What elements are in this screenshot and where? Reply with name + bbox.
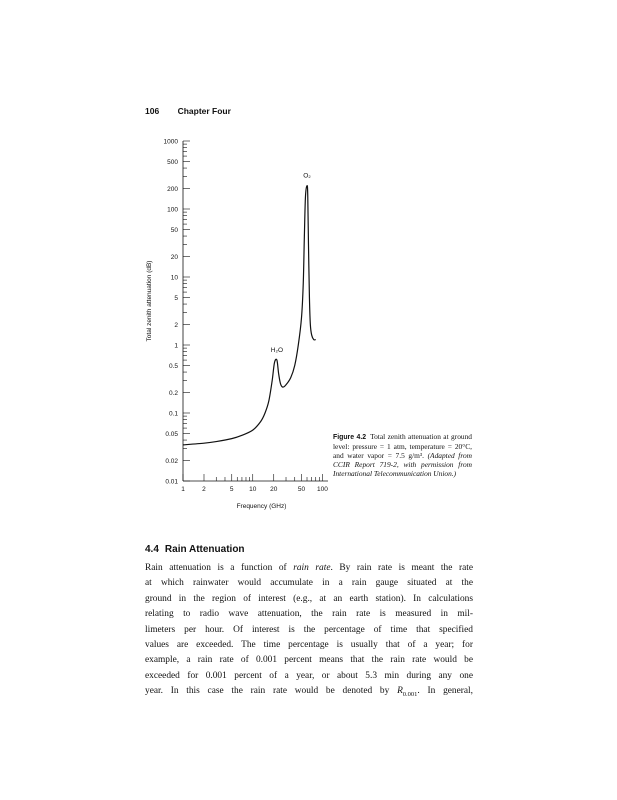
text-run: example, a rain rate of 0.001 percent means that the rain rate would be — [145, 655, 473, 666]
y-tick-label: 2 — [174, 321, 178, 329]
text-run: Rain attenuation is a function of — [145, 563, 294, 573]
y-tick-label: 0.02 — [165, 457, 178, 465]
y-tick-label: 1000 — [163, 138, 178, 146]
y-tick-label: 50 — [170, 226, 178, 234]
y-tick-label: 0.05 — [165, 430, 178, 438]
attenuation-curve — [183, 186, 316, 445]
text-run: at which rainwater would accumulate in a rain gauge situated at the — [145, 578, 473, 589]
body-line — [145, 592, 473, 607]
emphasis-text: R — [397, 686, 403, 697]
section-number: 4.4 — [145, 544, 159, 555]
y-tick-label: 20 — [170, 253, 178, 261]
y-tick-label: 5 — [174, 294, 178, 302]
body-line — [145, 561, 473, 576]
x-tick-label: 1 — [181, 486, 185, 493]
subscript: 0.001 — [402, 691, 418, 699]
emphasis-text: rain rate — [293, 563, 331, 573]
section-heading — [145, 544, 245, 555]
y-tick-label: 0.1 — [168, 410, 178, 418]
x-tick-label: 50 — [297, 486, 306, 493]
y-tick-label: 10 — [170, 274, 178, 282]
text-run: . By rain rate is meant the rate — [330, 563, 473, 573]
text-run: . In general, — [417, 686, 473, 697]
body-line — [145, 576, 473, 591]
section-title: Rain Attenuation — [164, 544, 245, 555]
text-run: limeters per hour. Of interest is the percentage of time that specified — [145, 624, 473, 635]
x-axis-label: Frequency (GHz) — [236, 503, 287, 510]
y-tick-label: 100 — [167, 206, 178, 214]
text-run: values are exceeded. The time percentage is usually that of a year; for — [145, 640, 473, 651]
text-run: exceeded for 0.001 percent of a year, or about 5.3 min during any one — [145, 670, 473, 681]
chapter-title: Chapter Four — [177, 106, 231, 116]
body-line — [145, 623, 473, 638]
body-line — [145, 653, 473, 668]
caption-credit: (Adapted from CCIR Report 719-2, with permission from International Telecommunication Union.) — [333, 451, 472, 479]
body-paragraph — [145, 561, 473, 703]
x-tick-label: 20 — [270, 486, 278, 493]
x-tick-label: 5 — [229, 486, 234, 493]
y-tick-label: 0.2 — [168, 389, 178, 397]
x-tick-label: 2 — [202, 486, 206, 493]
peak-annotation: O₂ — [303, 172, 311, 180]
y-axis-label: Total zenith attenuation (dB) — [146, 260, 153, 342]
caption-text: Total zenith attenuation at ground level: pressure = 1 atm, temperature = 20°C, and water vapor = 7.5 g/m³. — [333, 432, 472, 461]
peak-annotation: H₂O — [270, 347, 284, 355]
x-tick-label: 100 — [317, 486, 328, 493]
x-tick-label: 10 — [249, 486, 257, 493]
text-run: year. In this case the rain rate would be denoted by — [145, 686, 398, 697]
body-line — [145, 607, 473, 622]
body-line — [145, 638, 473, 653]
y-tick-label: 0.5 — [168, 362, 178, 370]
body-line — [145, 684, 473, 702]
y-tick-label: 0.01 — [165, 478, 178, 486]
body-line — [145, 669, 473, 684]
figure-caption — [333, 432, 472, 478]
text-run: ground in the region of interest (e.g., at an earth station). In calculations — [145, 593, 473, 604]
page-number: 106 — [145, 106, 160, 116]
y-tick-label: 200 — [167, 185, 178, 193]
y-tick-label: 500 — [167, 158, 178, 166]
figure-label: Figure 4.2 — [333, 434, 367, 441]
y-tick-label: 1 — [174, 342, 178, 350]
text-run: relating to radio wave attenuation, the rain rate is measured in mil- — [145, 609, 473, 620]
